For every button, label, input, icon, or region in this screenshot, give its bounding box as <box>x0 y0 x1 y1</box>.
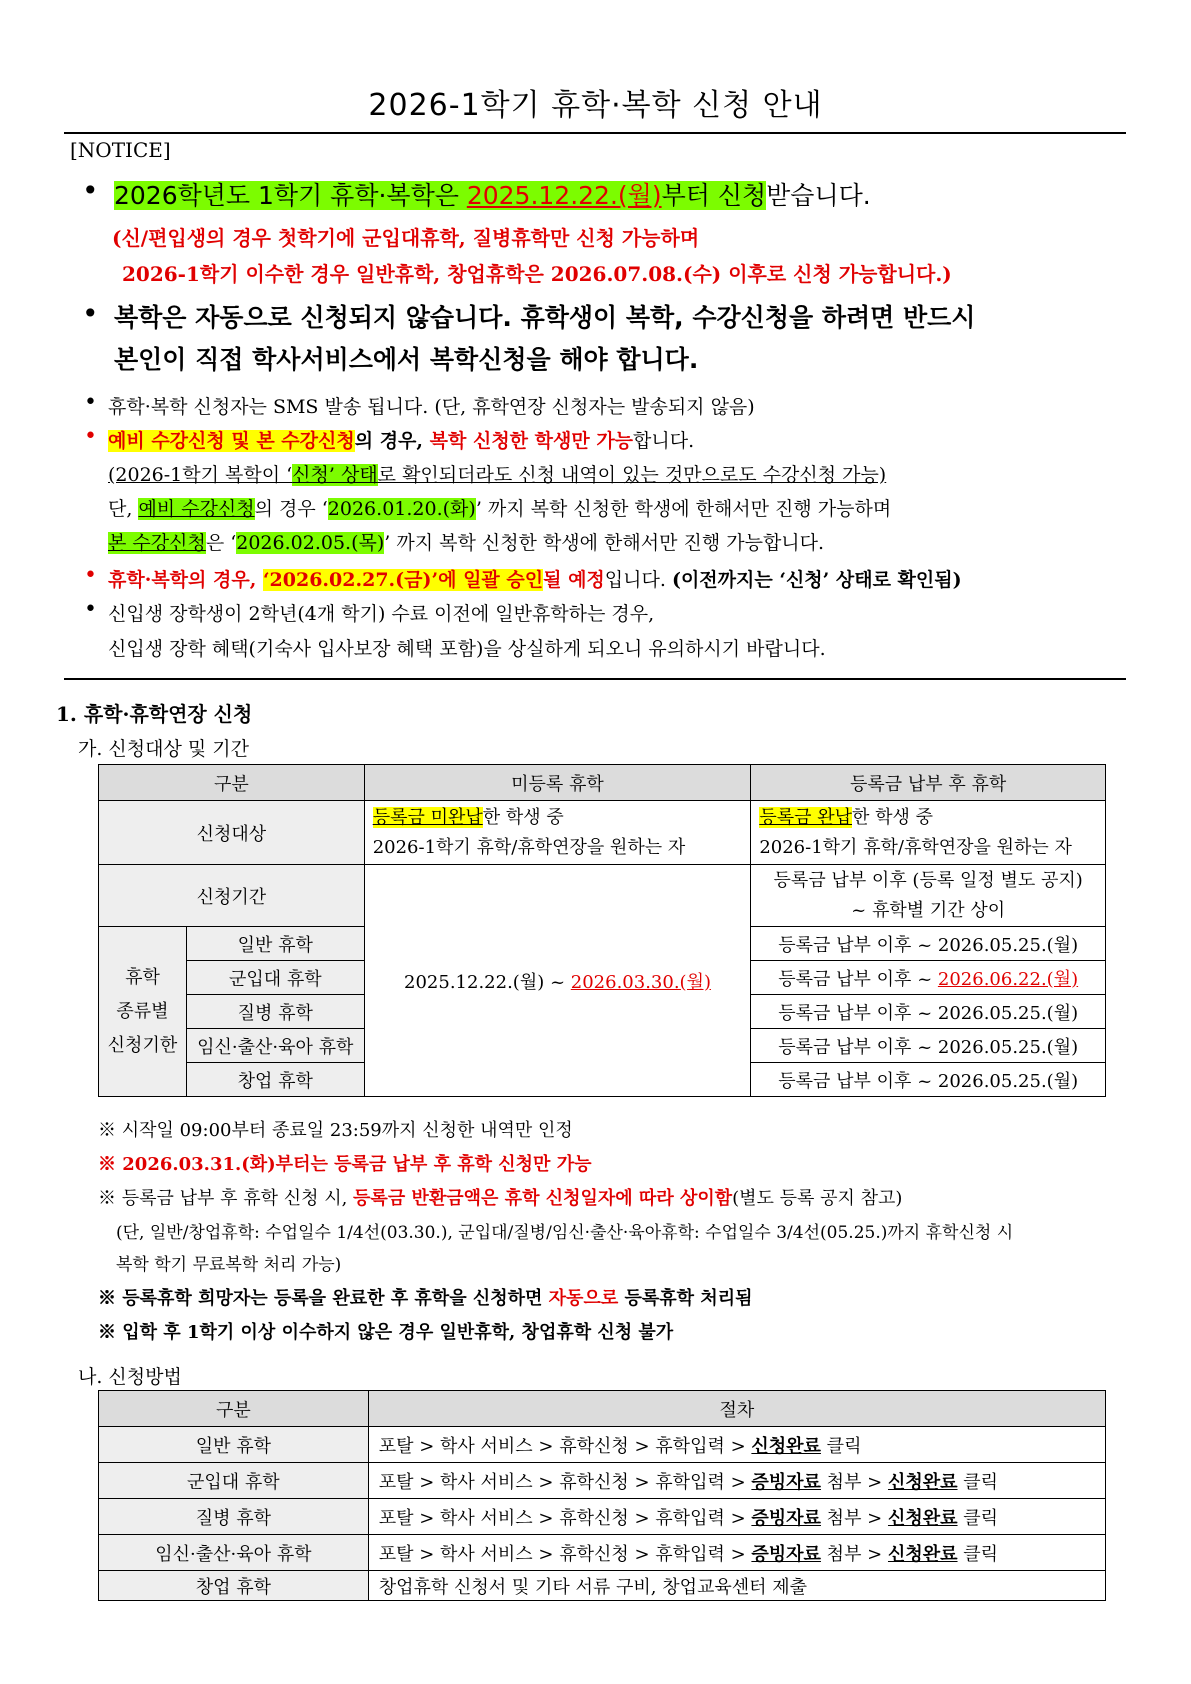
notice-4-l4-part3: 2026.02.05.(목) <box>236 532 385 554</box>
deadline-date: 2026.05.25.(월) <box>937 934 1079 956</box>
bullet-icon: • <box>84 597 97 622</box>
notice-2-line2: 본인이 직접 학사서비스에서 복학신청을 해야 합니다. <box>114 345 699 374</box>
procedure-tail: 클릭 <box>820 1435 862 1457</box>
document-title: 2026-1학기 휴학·복학 신청 안내 <box>368 88 823 123</box>
notice-1-date: 2025.12.22.(월) <box>466 181 662 210</box>
table1-unregistered-period <box>364 865 751 1097</box>
section-1-heading: 1. 휴학·휴학연장 신청 <box>56 702 253 726</box>
procedure-step-complete: 신청완료 <box>887 1543 958 1565</box>
bullet-icon: • <box>84 390 97 415</box>
notice-4-l4-part4: ’ 까지 복학 신청한 학생에 한해서만 진행 가능합니다. <box>384 532 825 554</box>
bullet-icon: • <box>84 424 97 449</box>
notice-5-part3: 될 예정 <box>543 569 605 591</box>
table1-target-unreg-line2: 2026-1학기 휴학/휴학연장을 원하는 자 <box>372 836 686 858</box>
note-4-part1: ※ 등록휴학 희망자는 등록을 완료한 후 휴학을 신청하면 <box>98 1288 549 1309</box>
notice-5-part1: 휴학·복학의 경우, <box>108 569 263 591</box>
notice-4-part1: 예비 수강신청 및 본 수강신청 <box>108 430 355 452</box>
table2-header-category: 구분 <box>99 1391 369 1427</box>
table2-procedure-military <box>368 1463 1105 1499</box>
notice-4-l3-part1: 단, <box>108 498 139 520</box>
table1-deadline-illness <box>751 995 1106 1029</box>
table2-type-startup: 창업 휴학 <box>99 1571 369 1601</box>
title-divider <box>64 132 1126 134</box>
notice-4-line3 <box>108 494 891 521</box>
notice-4-l4-part2: 은 ‘ <box>205 532 237 554</box>
table1-target-unreg-hl: 등록금 미완납 <box>372 806 483 828</box>
notice-3: 휴학·복학 신청자는 SMS 발송 됩니다. (단, 휴학연장 신청자는 발송되지 않음) <box>108 396 755 418</box>
note-1: ※ 시작일 09:00부터 종료일 23:59까지 신청한 내역만 인정 <box>98 1120 573 1141</box>
note-4 <box>98 1284 752 1310</box>
procedure-path: 포탈 > 학사 서비스 > 휴학신청 > 휴학입력 > <box>378 1507 752 1529</box>
deadline-date: 2026.05.25.(월) <box>937 1002 1079 1024</box>
note-2: ※ 2026.03.31.(화)부터는 등록금 납부 후 휴학 신청만 가능 <box>98 1154 592 1175</box>
notice-4 <box>108 426 694 453</box>
table1-type-general: 일반 휴학 <box>186 927 364 961</box>
notice-4-line2 <box>108 460 886 487</box>
procedure-step-complete: 신청완료 <box>751 1435 821 1457</box>
notice-4-l3-part5: ’ 까지 복학 신청한 학생에 한해서만 진행 가능하며 <box>475 498 892 520</box>
table1-deadline-military <box>751 961 1106 995</box>
application-method-table <box>98 1390 1106 1601</box>
procedure-tail: 클릭 <box>957 1507 999 1529</box>
table1-period-label: 신청기간 <box>99 865 365 927</box>
note-4-part3: 등록휴학 처리됨 <box>618 1288 753 1309</box>
bullet-icon: • <box>84 563 97 588</box>
note-3-part3: (별도 등록 공지 참고) <box>732 1188 903 1209</box>
note-3-line2: (단, 일반/창업휴학: 수업일수 1/4선(03.30.), 군입대/질병/임신·출산·육아휴학: 수업일수 3/4선(05.25.)까지 휴학신청 시 <box>116 1223 1014 1243</box>
notice-1-sub1: (신/편입생의 경우 첫학기에 군입대휴학, 질병휴학만 신청 가능하며 <box>112 226 700 250</box>
table1-type-illness: 질병 휴학 <box>186 995 364 1029</box>
table2-procedure-startup: 창업휴학 신청서 및 기타 서류 구비, 창업교육센터 제출 <box>368 1571 1105 1601</box>
procedure-mid: 첨부 > <box>820 1507 888 1529</box>
table1-target-unreg-rest: 한 학생 중 <box>482 806 564 828</box>
notice-4-l4-part1: 본 수강신청 <box>108 532 206 554</box>
leave-period-table <box>98 764 1106 1097</box>
deadline-prefix: 등록금 납부 이후 ~ <box>778 1070 938 1092</box>
procedure-tail: 클릭 <box>957 1471 999 1493</box>
notice-4-l2-part1: (2026-1학기 복학이 ‘ <box>108 464 293 486</box>
procedure-step-complete: 신청완료 <box>887 1471 958 1493</box>
note-4-part2: 자동으로 <box>548 1288 619 1309</box>
notice-label: [NOTICE] <box>70 138 171 162</box>
note-3-part2: 등록금 반환금액은 휴학 신청일자에 따라 상이함 <box>353 1188 733 1209</box>
notice-1-sub2: 2026-1학기 이수한 경우 일반휴학, 창업휴학은 2026.07.08.(수) 이후로 신청 가능합니다.) <box>122 262 952 286</box>
notice-1-part1: 2026학년도 1학기 휴학·복학은 <box>114 181 467 210</box>
procedure-mid: 첨부 > <box>820 1543 888 1565</box>
table1-target-reg-hl: 등록금 완납 <box>759 806 852 828</box>
notice-4-l3-part3: 의 경우 ‘ <box>254 498 328 520</box>
table1-type-parental: 임신·출산·육아 휴학 <box>186 1029 364 1063</box>
deadline-prefix: 등록금 납부 이후 ~ <box>778 1036 938 1058</box>
notice-5-part2: ‘2026.02.27.(금)’에 일괄 승인 <box>262 569 544 591</box>
bullet-icon: • <box>82 174 99 207</box>
procedure-step-evidence: 증빙자료 <box>751 1471 821 1493</box>
note-5: ※ 입학 후 1학기 이상 이수하지 않은 경우 일반휴학, 창업휴학 신청 불가 <box>98 1322 674 1343</box>
table1-group-label-1: 휴학 <box>125 966 160 988</box>
table1-target-registered <box>751 801 1106 865</box>
notice-bullet-1 <box>114 176 871 212</box>
table1-deadline-general <box>751 927 1106 961</box>
table2-type-illness: 질병 휴학 <box>99 1499 369 1535</box>
table1-registered-period <box>751 865 1106 927</box>
notice-1-part4: 받습니다. <box>766 181 871 210</box>
table1-target-reg-line2: 2026-1학기 휴학/휴학연장을 원하는 자 <box>759 836 1072 858</box>
notice-4-part3: 복학 신청한 학생만 가능 <box>429 430 634 452</box>
table2-type-parental: 임신·출산·육아 휴학 <box>99 1535 369 1571</box>
table2-procedure-illness <box>368 1499 1105 1535</box>
table2-type-general: 일반 휴학 <box>99 1427 369 1463</box>
deadline-date: 2026.06.22.(월) <box>937 968 1079 990</box>
table1-header-registered: 등록금 납부 후 휴학 <box>751 765 1106 801</box>
procedure-step-complete: 신청완료 <box>887 1507 958 1529</box>
deadline-prefix: 등록금 납부 이후 ~ <box>778 968 938 990</box>
procedure-path: 포탈 > 학사 서비스 > 휴학신청 > 휴학입력 > <box>378 1471 752 1493</box>
notice-4-l3-part2: 예비 수강신청 <box>138 498 255 520</box>
table1-header-unregistered: 미등록 휴학 <box>364 765 751 801</box>
procedure-tail: 클릭 <box>957 1543 999 1565</box>
notice-4-l2-part3: 로 확인되더라도 신청 내역이 있는 것만으로도 수강신청 가능) <box>377 464 887 486</box>
procedure-mid: 첨부 > <box>820 1471 888 1493</box>
notice-4-part4: 합니다. <box>633 430 695 452</box>
section-1a-heading: 가. 신청대상 및 기간 <box>78 738 249 760</box>
table1-reg-period-line2: ~ 휴학별 기간 상이 <box>851 899 1006 921</box>
note-3 <box>98 1184 902 1210</box>
table1-reg-period-line1: 등록금 납부 이후 (등록 일정 별도 공지) <box>773 869 1083 891</box>
notice-5-part4: 입니다. <box>604 569 672 591</box>
notice-1-part3: 부터 신청 <box>661 181 767 210</box>
table1-target-reg-rest: 한 학생 중 <box>851 806 933 828</box>
bullet-icon: • <box>82 297 99 330</box>
table1-type-military: 군입대 휴학 <box>186 961 364 995</box>
table2-header-procedure: 절차 <box>368 1391 1105 1427</box>
table2-procedure-parental <box>368 1535 1105 1571</box>
note-3-line3: 복학 학기 무료복학 처리 가능) <box>116 1255 342 1275</box>
table1-deadline-startup <box>751 1063 1106 1097</box>
table2-type-military: 군입대 휴학 <box>99 1463 369 1499</box>
deadline-prefix: 등록금 납부 이후 ~ <box>778 934 938 956</box>
notice-6-line2: 신입생 장학 혜택(기숙사 입사보장 혜택 포함)을 상실하게 되오니 유의하시기 바랍니다. <box>108 638 826 660</box>
table1-group-label-3: 신청기한 <box>107 1034 178 1056</box>
notice-4-l3-part4: 2026.01.20.(화) <box>327 498 476 520</box>
table1-target-unregistered <box>364 801 751 865</box>
notice-6-line1: 신입생 장학생이 2학년(4개 학기) 수료 이전에 일반휴학하는 경우, <box>108 603 655 625</box>
notice-4-part2: 의 경우, <box>354 430 430 452</box>
table1-unreg-period-end: 2026.03.30.(월) <box>570 971 711 993</box>
note-3-part1: ※ 등록금 납부 후 휴학 신청 시, <box>98 1188 354 1209</box>
table1-group-label-2: 종류별 <box>116 1000 169 1022</box>
table1-deadline-parental <box>751 1029 1106 1063</box>
table2-procedure-general <box>368 1427 1105 1463</box>
notice-5 <box>108 565 962 592</box>
notice-4-l2-part2: 신청’ 상태 <box>292 464 378 486</box>
section-1b-heading: 나. 신청방법 <box>78 1366 182 1388</box>
deadline-date: 2026.05.25.(월) <box>937 1036 1079 1058</box>
notice-5-part5: (이전까지는 ‘신청’ 상태로 확인됨) <box>671 569 962 591</box>
table1-header-category: 구분 <box>99 765 365 801</box>
procedure-step-evidence: 증빙자료 <box>751 1507 821 1529</box>
notice-divider <box>64 678 1126 680</box>
table1-target-label: 신청대상 <box>99 801 365 865</box>
procedure-path: 포탈 > 학사 서비스 > 휴학신청 > 휴학입력 > <box>378 1543 752 1565</box>
notice-4-line4 <box>108 528 824 555</box>
table1-group-label <box>99 927 187 1097</box>
deadline-date: 2026.05.25.(월) <box>937 1070 1079 1092</box>
procedure-path: 포탈 > 학사 서비스 > 휴학신청 > 휴학입력 > <box>378 1435 752 1457</box>
procedure-step-evidence: 증빙자료 <box>751 1543 821 1565</box>
table1-unreg-period-start: 2025.12.22.(월) ~ <box>404 971 571 993</box>
table1-type-startup: 창업 휴학 <box>186 1063 364 1097</box>
notice-2-line1: 복학은 자동으로 신청되지 않습니다. 휴학생이 복학, 수강신청을 하려면 반드시 <box>114 303 976 332</box>
deadline-prefix: 등록금 납부 이후 ~ <box>778 1002 938 1024</box>
